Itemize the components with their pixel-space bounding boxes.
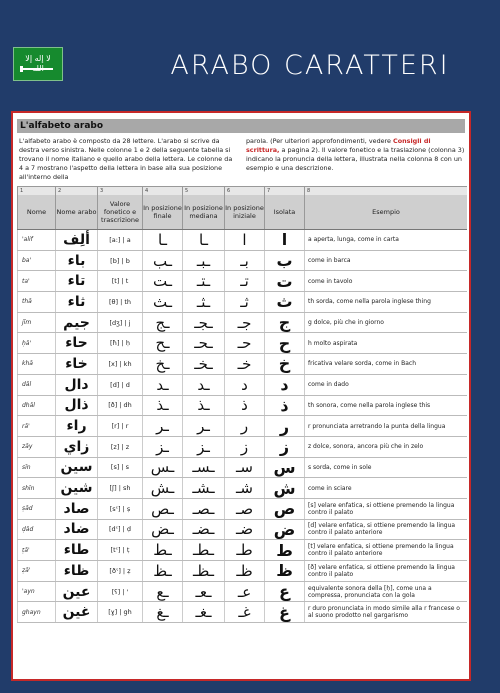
arabic-name: أَلِف — [55, 230, 97, 250]
final-form: ـخ — [142, 354, 182, 374]
example-text: come in barca — [304, 251, 467, 271]
intro-right — [246, 137, 465, 191]
example-text: [t] velare enfatica, si ottiene premendo la lingua contro il palato anteriore — [304, 540, 467, 560]
arabic-name: ثاء — [55, 292, 97, 312]
isolated-form: س — [264, 458, 304, 478]
medial-form: ـحـ — [182, 333, 224, 353]
phonetic-value: [x] | kh — [97, 354, 142, 374]
example-text: come in sciare — [304, 478, 467, 498]
arabic-name: تاء — [55, 271, 97, 291]
arabic-name: غين — [55, 602, 97, 622]
table-row — [17, 602, 467, 623]
final-form: ـظ — [142, 561, 182, 581]
example-text: a aperta, lunga, come in carta — [304, 230, 467, 250]
example-text: g dolce, più che in giorno — [304, 313, 467, 333]
arabic-name: ضاد — [55, 520, 97, 540]
table-row — [17, 478, 467, 499]
letter-name: ghayn — [17, 602, 55, 622]
example-text: [ð] velare enfatica, si ottiene premendo la lingua contro il palato — [304, 561, 467, 581]
arabic-name: زاي — [55, 437, 97, 457]
isolated-form: ت — [264, 271, 304, 291]
phonetic-value: [b] | b — [97, 251, 142, 271]
column-number: 5 — [182, 187, 224, 195]
arabic-name: جيم — [55, 313, 97, 333]
phonetic-value: [t] | t — [97, 271, 142, 291]
phonetic-value: [θ] | th — [97, 292, 142, 312]
arabic-name: حاء — [55, 333, 97, 353]
arabic-name: باء — [55, 251, 97, 271]
arabic-name: طاء — [55, 540, 97, 560]
table-row — [17, 416, 467, 437]
arabic-name: عين — [55, 582, 97, 602]
example-text: th sorda, come nella parola inglese thing — [304, 292, 467, 312]
final-form: ـط — [142, 540, 182, 560]
medial-form: ـخـ — [182, 354, 224, 374]
table-row — [17, 230, 467, 251]
initial-form: طـ — [224, 540, 264, 560]
example-text: [d] velare enfatica, si ottiene premendo la lingua contro il palato anteriore — [304, 520, 467, 540]
phonetic-value: [ʃ] | sh — [97, 478, 142, 498]
medial-form: ـغـ — [182, 602, 224, 622]
isolated-form: ذ — [264, 396, 304, 416]
initial-form: ظـ — [224, 561, 264, 581]
table-row — [17, 458, 467, 479]
example-text: [s] velare enfatica, si ottiene premendo la lingua contro il palato — [304, 499, 467, 519]
isolated-form: د — [264, 375, 304, 395]
phonetic-value: [r] | r — [97, 416, 142, 436]
final-form: ـت — [142, 271, 182, 291]
example-text: r pronunciata arretrando la punta della lingua — [304, 416, 467, 436]
isolated-form: ح — [264, 333, 304, 353]
table-row — [17, 499, 467, 520]
final-form: ـج — [142, 313, 182, 333]
medial-form: ـثـ — [182, 292, 224, 312]
arabic-name: ظاء — [55, 561, 97, 581]
flag-sword — [23, 68, 53, 70]
arabic-name: شين — [55, 478, 97, 498]
example-text: come in dado — [304, 375, 467, 395]
final-form: ـد — [142, 375, 182, 395]
initial-form: د — [224, 375, 264, 395]
initial-form: حـ — [224, 333, 264, 353]
medial-form: ـبـ — [182, 251, 224, 271]
isolated-form: ث — [264, 292, 304, 312]
initial-form: ز — [224, 437, 264, 457]
column-number: 6 — [224, 187, 264, 195]
table-row — [17, 540, 467, 561]
writing-tips-link[interactable]: Consigli di scrittura, — [246, 137, 431, 154]
letter-name: sīn — [17, 458, 55, 478]
medial-form: ـصـ — [182, 499, 224, 519]
initial-form: بـ — [224, 251, 264, 271]
initial-form: ثـ — [224, 292, 264, 312]
saudi-flag-icon — [13, 47, 63, 81]
final-form: ـا — [142, 230, 182, 250]
section-heading-bar — [17, 119, 465, 133]
intro-text — [19, 137, 465, 191]
medial-form: ـطـ — [182, 540, 224, 560]
arabic-name: خاء — [55, 354, 97, 374]
letter-name: dāl — [17, 375, 55, 395]
isolated-form: ع — [264, 582, 304, 602]
page-title: ARABO CARATTERI — [170, 50, 450, 81]
column-header-row — [17, 195, 467, 230]
example-text: th sonora, come nella parola inglese this — [304, 396, 467, 416]
intro-right-pre: parola. (Per ulteriori approfondimenti, vedere — [246, 137, 394, 145]
isolated-form: ب — [264, 251, 304, 271]
letter-name: ḥā' — [17, 333, 55, 353]
phonetic-value: [dˤ] | ḍ — [97, 520, 142, 540]
table-row — [17, 582, 467, 603]
letter-name: 'ayn — [17, 582, 55, 602]
example-text: z dolce, sonora, ancora più che in zelo — [304, 437, 467, 457]
table-row — [17, 437, 467, 458]
final-form: ـغ — [142, 602, 182, 622]
letter-name: jīm — [17, 313, 55, 333]
letter-name: ta' — [17, 271, 55, 291]
letter-name: 'alif — [17, 230, 55, 250]
table-row — [17, 251, 467, 272]
isolated-form: ط — [264, 540, 304, 560]
initial-form: خـ — [224, 354, 264, 374]
initial-form: ر — [224, 416, 264, 436]
phonetic-value: [ð] | dh — [97, 396, 142, 416]
isolated-form: ش — [264, 478, 304, 498]
phonetic-value: [z] | z — [97, 437, 142, 457]
column-number: 8 — [304, 187, 467, 195]
final-form: ـث — [142, 292, 182, 312]
phonetic-value: [s] | s — [97, 458, 142, 478]
phonetic-value: [ɣ] | gh — [97, 602, 142, 622]
final-form: ـع — [142, 582, 182, 602]
medial-form: ـعـ — [182, 582, 224, 602]
column-number-row — [17, 186, 467, 195]
column-number: 2 — [55, 187, 97, 195]
table-row — [17, 561, 467, 582]
table-row — [17, 396, 467, 417]
column-header: Valore fonetico e trascrizione — [97, 195, 142, 229]
arabic-name: ذال — [55, 396, 97, 416]
phonetic-value: [tˤ] | ṭ — [97, 540, 142, 560]
phonetic-value: [ħ] | ḥ — [97, 333, 142, 353]
medial-form: ـز — [182, 437, 224, 457]
column-header: In posizione iniziale — [224, 195, 264, 229]
isolated-form: ا — [264, 230, 304, 250]
medial-form: ـر — [182, 416, 224, 436]
example-text: fricativa velare sorda, come in Bach — [304, 354, 467, 374]
column-number: 1 — [17, 187, 55, 195]
column-header: In posizione mediana — [182, 195, 224, 229]
final-form: ـز — [142, 437, 182, 457]
letter-name: shīn — [17, 478, 55, 498]
final-form: ـح — [142, 333, 182, 353]
table-row — [17, 271, 467, 292]
phonetic-value: [ðˤ] | ẓ — [97, 561, 142, 581]
phonetic-value: [a:] | a — [97, 230, 142, 250]
column-number: 4 — [142, 187, 182, 195]
example-text: come in tavolo — [304, 271, 467, 291]
final-form: ـب — [142, 251, 182, 271]
final-form: ـش — [142, 478, 182, 498]
initial-form: تـ — [224, 271, 264, 291]
medial-form: ـتـ — [182, 271, 224, 291]
column-header: In posizione finale — [142, 195, 182, 229]
initial-form: عـ — [224, 582, 264, 602]
arabic-name: دال — [55, 375, 97, 395]
column-number: 3 — [97, 187, 142, 195]
column-header: Nome — [17, 195, 55, 229]
initial-form: غـ — [224, 602, 264, 622]
letter-name: ḍād — [17, 520, 55, 540]
letter-name: ṭā' — [17, 540, 55, 560]
intro-left: L'alfabeto arabo è composto da 28 lettere. L'arabo si scrive da destra verso sinistra. Nelle colonne 1 e 2 della seguente tabella si trovano il nome italiano e quello arabo della lettera. Le colonne da 4 a 7 mostrano l'aspetto della lettera in base alla sua posizione all'interno della — [19, 137, 233, 181]
final-form: ـس — [142, 458, 182, 478]
medial-form: ـشـ — [182, 478, 224, 498]
final-form: ـص — [142, 499, 182, 519]
isolated-form: ر — [264, 416, 304, 436]
example-text: s sorda, come in sole — [304, 458, 467, 478]
arabic-name: سين — [55, 458, 97, 478]
page-header — [0, 0, 500, 100]
table-row — [17, 375, 467, 396]
letter-name: thā — [17, 292, 55, 312]
isolated-form: ص — [264, 499, 304, 519]
column-header: Esempio — [304, 195, 467, 229]
initial-form: ضـ — [224, 520, 264, 540]
letter-name: zāy — [17, 437, 55, 457]
isolated-form: ج — [264, 313, 304, 333]
final-form: ـر — [142, 416, 182, 436]
column-header: Isolata — [264, 195, 304, 229]
table-row — [17, 313, 467, 334]
final-form: ـض — [142, 520, 182, 540]
initial-form: جـ — [224, 313, 264, 333]
isolated-form: غ — [264, 602, 304, 622]
medial-form: ـظـ — [182, 561, 224, 581]
phonetic-value: [d] | d — [97, 375, 142, 395]
letter-name: ba' — [17, 251, 55, 271]
flag-inscription: لا إله إلا — [25, 54, 51, 63]
table-row — [17, 333, 467, 354]
arabic-name: صاد — [55, 499, 97, 519]
section-heading: L'alfabeto arabo — [20, 121, 104, 131]
alphabet-card — [11, 111, 471, 681]
column-header: Nome arabo — [55, 195, 97, 229]
isolated-form: ظ — [264, 561, 304, 581]
medial-form: ـسـ — [182, 458, 224, 478]
alphabet-table — [17, 186, 467, 623]
letter-name: rā' — [17, 416, 55, 436]
arabic-name: راء — [55, 416, 97, 436]
initial-form: ذ — [224, 396, 264, 416]
initial-form: سـ — [224, 458, 264, 478]
letter-name: ṣād — [17, 499, 55, 519]
intro-right-post: a pagina 2). Il valore fonetico e la traslazione (colonna 3) indicano la pronuncia della lettera, illustrata nella colonna 8 con un esempio e una descrizione. — [246, 146, 465, 172]
medial-form: ـضـ — [182, 520, 224, 540]
example-text: r duro pronunciata in modo simile alla r francese o al suono prodotto nel gargarismo — [304, 602, 467, 622]
table-body — [17, 230, 467, 623]
isolated-form: خ — [264, 354, 304, 374]
medial-form: ـجـ — [182, 313, 224, 333]
medial-form: ـذ — [182, 396, 224, 416]
column-number: 7 — [264, 187, 304, 195]
table-row — [17, 520, 467, 541]
initial-form: ا — [224, 230, 264, 250]
medial-form: ـد — [182, 375, 224, 395]
table-row — [17, 354, 467, 375]
initial-form: شـ — [224, 478, 264, 498]
letter-name: dhāl — [17, 396, 55, 416]
phonetic-value: [dʒ] | j — [97, 313, 142, 333]
initial-form: صـ — [224, 499, 264, 519]
phonetic-value: [sˤ] | ṣ — [97, 499, 142, 519]
medial-form: ـا — [182, 230, 224, 250]
example-text: h molto aspirata — [304, 333, 467, 353]
final-form: ـذ — [142, 396, 182, 416]
table-row — [17, 292, 467, 313]
example-text: equivalente sonora della [ḥ], come una a compressa, pronunciata con la gola — [304, 582, 467, 602]
letter-name: khā — [17, 354, 55, 374]
phonetic-value: [ʕ] | ' — [97, 582, 142, 602]
isolated-form: ز — [264, 437, 304, 457]
isolated-form: ض — [264, 520, 304, 540]
letter-name: ẓā' — [17, 561, 55, 581]
